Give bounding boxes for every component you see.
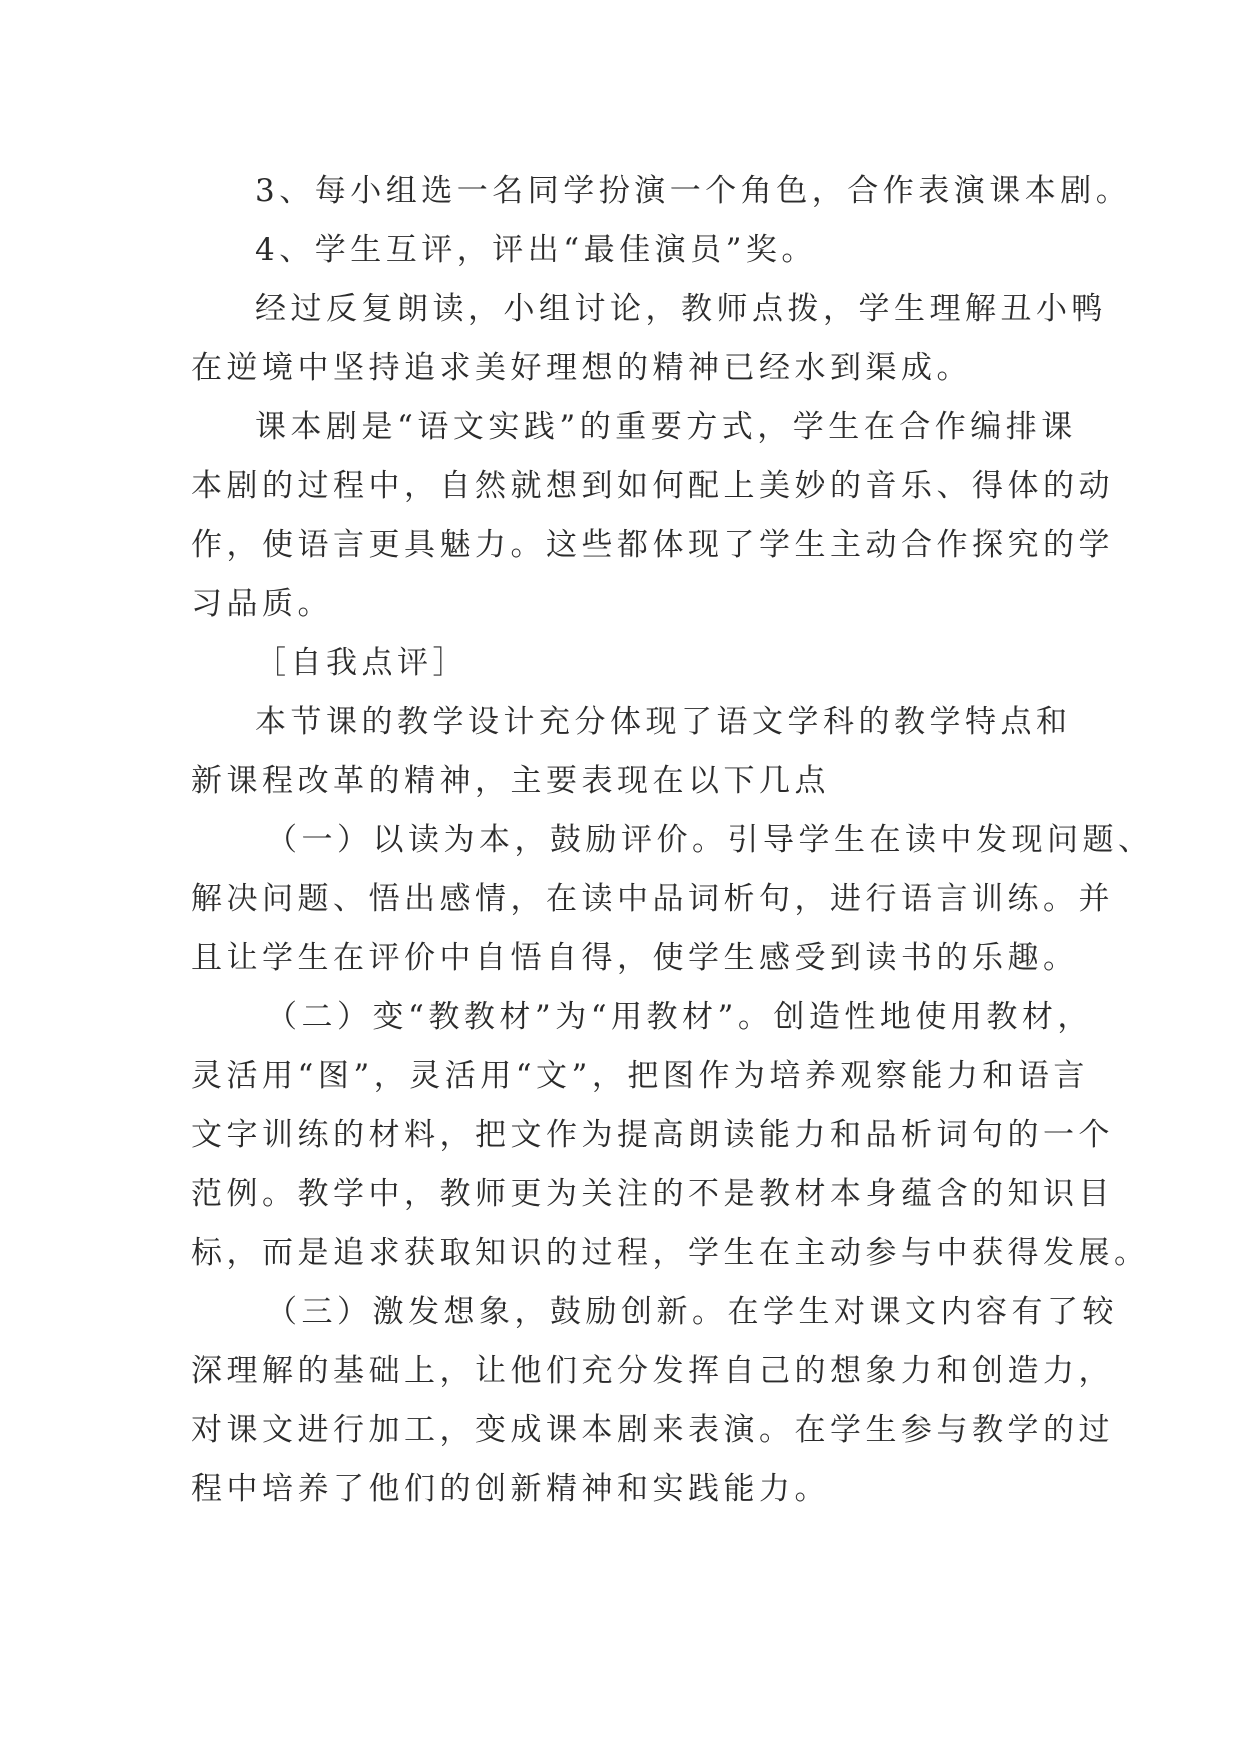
text-line: 且让学生在评价中自悟自得，使学生感受到读书的乐趣。 (191, 940, 1079, 976)
text-line: 本节课的教学设计充分体现了语文学科的教学特点和 (255, 704, 1072, 740)
text-line: 范例。教学中，教师更为关注的不是教材本身蕴含的知识目 (191, 1176, 1114, 1212)
text-line: 对课文进行加工，变成课本剧来表演。在学生参与教学的过 (191, 1412, 1114, 1448)
text-line: 4、学生互评，评出“最佳演员”奖。 (255, 232, 817, 268)
text-line: （三）激发想象，鼓励创新。在学生对课文内容有了较 (266, 1294, 1118, 1330)
text-line: 作，使语言更具魅力。这些都体现了学生主动合作探究的学 (191, 527, 1114, 563)
text-line: 解决问题、悟出感情，在读中品词析句，进行语言训练。并 (191, 881, 1114, 917)
text-line: 3、每小组选一名同学扮演一个角色，合作表演课本剧。 (255, 173, 1132, 209)
text-line: 课本剧是“语文实践”的重要方式，学生在合作编排课 (255, 409, 1077, 445)
section-heading: ［自我点评］ (255, 645, 468, 681)
text-line: 深理解的基础上，让他们充分发挥自己的想象力和创造力， (191, 1353, 1114, 1389)
text-line: （二）变“教教材”为“用教材”。创造性地使用教材， (266, 999, 1093, 1035)
text-line: 灵活用“图”，灵活用“文”，把图作为培养观察能力和语言 (191, 1058, 1089, 1094)
text-line: 新课程改革的精神，主要表现在以下几点 (191, 763, 830, 799)
body-text (191, 162, 1154, 1519)
text-line: （一）以读为本，鼓励评价。引导学生在读中发现问题、 (266, 822, 1154, 858)
text-line: 经过反复朗读，小组讨论，教师点拨，学生理解丑小鸭 (255, 291, 1107, 327)
text-line: 程中培养了他们的创新精神和实践能力。 (191, 1471, 830, 1507)
text-line: 在逆境中坚持追求美好理想的精神已经水到渠成。 (191, 350, 972, 386)
text-line: 文字训练的材料，把文作为提高朗读能力和品析词句的一个 (191, 1117, 1114, 1153)
text-line: 本剧的过程中，自然就想到如何配上美妙的音乐、得体的动 (191, 468, 1114, 504)
text-line: 习品质。 (191, 586, 333, 622)
text-line: 标，而是追求获取知识的过程，学生在主动参与中获得发展。 (191, 1235, 1150, 1271)
